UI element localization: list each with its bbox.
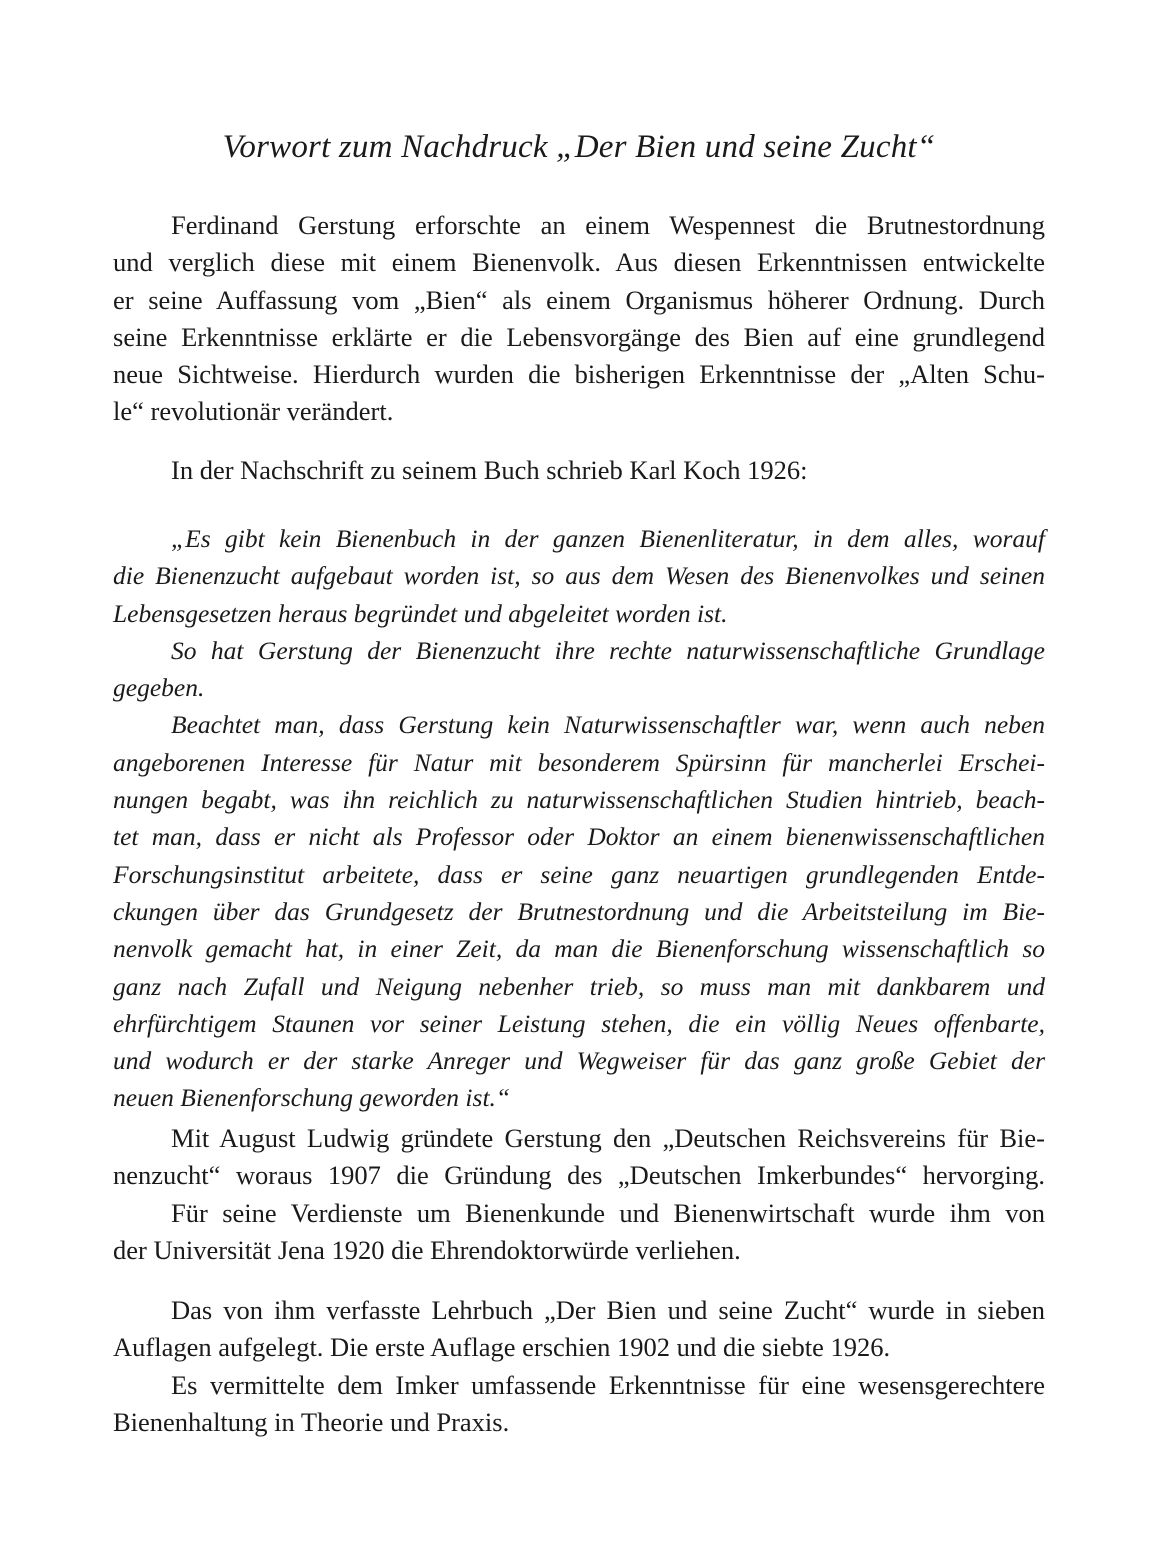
text-line: le“ revolutionär verändert.: [113, 396, 394, 427]
text-line: neue Sichtweise. Hierdurch wurden die bisherigen Erkenntnisse der „Alten Schu-: [113, 359, 1045, 390]
quote-line: Beachtet man, dass Gerstung kein Naturwissenschaftler war, wenn auch neben: [171, 710, 1045, 740]
text-line: seine Erkenntnisse erklärte er die Lebensvorgänge des Bien auf eine grundlegend: [113, 321, 1045, 352]
quote-line: ehrfürchtigem Staunen vor seiner Leistung stehen, die ein völlig Neues offenbarte,: [113, 1008, 1045, 1038]
quote-line: angeborenen Interesse für Natur mit besonderem Spürsinn für mancherlei Erschei-: [113, 747, 1045, 777]
quote-line: ganz nach Zufall und Neigung nebenher trieb, so muss man mit dankbarem und: [113, 971, 1045, 1001]
text-line: Bienenhaltung in Theorie und Praxis.: [113, 1406, 510, 1437]
quote-line: gegeben.: [113, 673, 205, 703]
text-line: der Universität Jena 1920 die Ehrendoktorwürde verliehen.: [113, 1234, 741, 1265]
paragraph-reichsverein: [113, 1120, 1045, 1269]
text-line: Auflagen aufgelegt. Die erste Auflage erschien 1902 und die siebte 1926.: [113, 1332, 891, 1363]
paragraph-lehrbuch: [113, 1292, 1045, 1441]
text-line: Es vermittelte dem Imker umfassende Erkenntnisse für eine wesensgerechtere: [171, 1369, 1045, 1400]
blockquote-koch: [113, 520, 1045, 1117]
paragraph-intro: [113, 207, 1045, 431]
text-line: und verglich diese mit einem Bienenvolk. Aus diesen Erkenntnissen entwickelte: [113, 247, 1045, 278]
quote-line: Forschungsinstitut arbeitete, dass er seine ganz neuartigen grundlegenden Entde-: [113, 859, 1045, 889]
text-line: Mit August Ludwig gründete Gerstung den „Deutschen Reichsvereins für Bie-: [171, 1123, 1045, 1153]
text-line: Ferdinand Gerstung erforschte an einem Wespennest die Brutnestordnung: [171, 210, 1045, 240]
paragraph-quote-intro: [113, 452, 1045, 489]
quote-line: Lebensgesetzen heraus begründet und abgeleitet worden ist.: [113, 598, 728, 628]
text-line: Für seine Verdienste um Bienenkunde und Bienenwirtschaft wurde ihm von: [171, 1197, 1045, 1228]
page-title: Vorwort zum Nachdruck „Der Bien und seine Zucht“: [222, 129, 936, 165]
quote-line: ckungen über das Grundgesetz der Brutnestordnung und die Arbeitsteilung im Bie-: [113, 896, 1045, 926]
text-line: In der Nachschrift zu seinem Buch schrieb Karl Koch 1926:: [171, 455, 808, 485]
quote-line: und wodurch er der starke Anreger und Wegweiser für das ganz große Gebiet der: [113, 1046, 1045, 1076]
text-line: er seine Auffassung vom „Bien“ als einem Organismus höherer Ordnung. Durch: [113, 284, 1045, 315]
quote-line: neuen Bienenforschung geworden ist.“: [113, 1083, 511, 1113]
quote-line: So hat Gerstung der Bienenzucht ihre rechte naturwissenschaftliche Grundlage: [171, 635, 1045, 665]
quote-line: tet man, dass er nicht als Professor oder Doktor an einem bienenwissenschaftlichen: [113, 822, 1045, 852]
quote-line: „Es gibt kein Bienenbuch in der ganzen Bienenliteratur, in dem alles, worauf: [171, 524, 1045, 553]
text-line: Das von ihm verfasste Lehrbuch „Der Bien und seine Zucht“ wurde in sieben: [171, 1295, 1045, 1325]
quote-line: nungen begabt, was ihn reichlich zu naturwissenschaftlichen Studien hintrieb, beach-: [113, 785, 1045, 815]
text-line: nenzucht“ woraus 1907 die Gründung des „Deutschen Imkerbundes“ hervorging.: [113, 1160, 1045, 1191]
quote-line: nenvolk gemacht hat, in einer Zeit, da man die Bienenforschung wissenschaftlich so: [113, 934, 1045, 964]
quote-line: die Bienenzucht aufgebaut worden ist, so aus dem Wesen des Bienenvolkes und seinen: [113, 561, 1045, 591]
